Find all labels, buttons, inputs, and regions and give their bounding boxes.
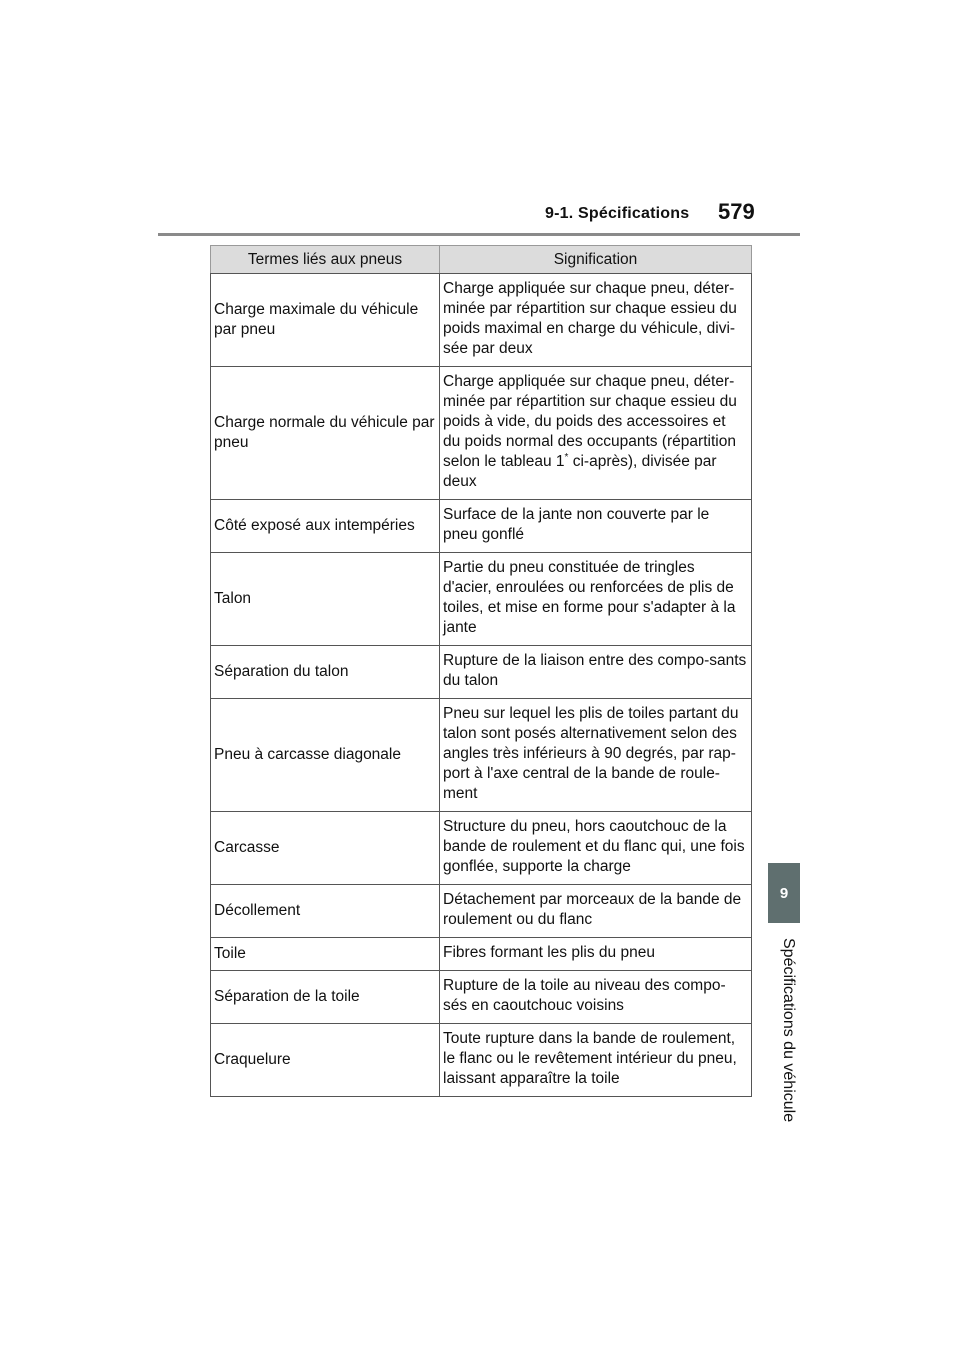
term-cell: Séparation du talon	[211, 646, 440, 699]
term-cell: Décollement	[211, 885, 440, 938]
table-row	[211, 812, 752, 885]
meaning-cell: Partie du pneu constituée de tringles d'acier, enroulées ou renforcées de plis de toiles, et mise en forme pour s'adapter à la jante	[440, 553, 752, 646]
table-row	[211, 1024, 752, 1097]
term-cell: Talon	[211, 553, 440, 646]
table-row	[211, 885, 752, 938]
tire-terms-table	[210, 245, 752, 1097]
meaning-cell	[440, 367, 752, 500]
table-row	[211, 971, 752, 1024]
term-cell: Craquelure	[211, 1024, 440, 1097]
meaning-cell: Fibres formant les plis du pneu	[440, 938, 752, 971]
term-cell: Côté exposé aux intempéries	[211, 500, 440, 553]
footnote-marker: *	[564, 451, 569, 463]
chapter-number: 9	[779, 884, 789, 902]
table-row	[211, 367, 752, 500]
section-title: 9-1. Spécifications	[545, 205, 690, 222]
column-header-meaning: Signification	[440, 246, 752, 274]
table-row	[211, 553, 752, 646]
term-cell: Toile	[211, 938, 440, 971]
term-cell: Charge normale du véhicule par pneu	[211, 367, 440, 500]
column-header-term: Termes liés aux pneus	[211, 246, 440, 274]
term-cell: Carcasse	[211, 812, 440, 885]
chapter-tab[interactable]	[768, 863, 800, 923]
term-cell: Pneu à carcasse diagonale	[211, 699, 440, 812]
meaning-cell: Charge appliquée sur chaque pneu, déter-minée par répartition sur chaque essieu du poids maximal en charge du véhicule, divi-sée par deux	[440, 274, 752, 367]
table-row	[211, 938, 752, 971]
meaning-text: ci-après), divisée par deux	[443, 453, 717, 490]
meaning-cell: Surface de la jante non couverte par le pneu gonflé	[440, 500, 752, 553]
table-row	[211, 500, 752, 553]
term-cell: Séparation de la toile	[211, 971, 440, 1024]
chapter-title: Spécifications du véhicule	[780, 937, 797, 1123]
page-number: 579	[718, 199, 755, 224]
term-cell: Charge maximale du véhicule par pneu	[211, 274, 440, 367]
header-divider	[158, 233, 800, 236]
meaning-cell: Toute rupture dans la bande de roulement, le flanc ou le revêtement intérieur du pneu, laissant apparaître la toile	[440, 1024, 752, 1097]
table-row	[211, 274, 752, 367]
meaning-cell: Rupture de la liaison entre des compo-sants du talon	[440, 646, 752, 699]
meaning-cell: Détachement par morceaux de la bande de roulement ou du flanc	[440, 885, 752, 938]
meaning-cell: Rupture de la toile au niveau des compo-sés en caoutchouc voisins	[440, 971, 752, 1024]
table-header-row	[211, 246, 752, 274]
table-row	[211, 699, 752, 812]
meaning-cell: Structure du pneu, hors caoutchouc de la bande de roulement et du flanc qui, une fois gonflée, supporte la charge	[440, 812, 752, 885]
meaning-cell: Pneu sur lequel les plis de toiles partant du talon sont posés alternativement selon des angles très inférieurs à 90 degrés, par rap-port à l'axe central de la bande de roule-ment	[440, 699, 752, 812]
meaning-text: Charge appliquée sur chaque pneu, déter-minée par répartition sur chaque essieu du poids à vide, du poids des accessoires et du poids normal des occupants (répartition selon le tableau 1	[443, 373, 737, 470]
table-row	[211, 646, 752, 699]
